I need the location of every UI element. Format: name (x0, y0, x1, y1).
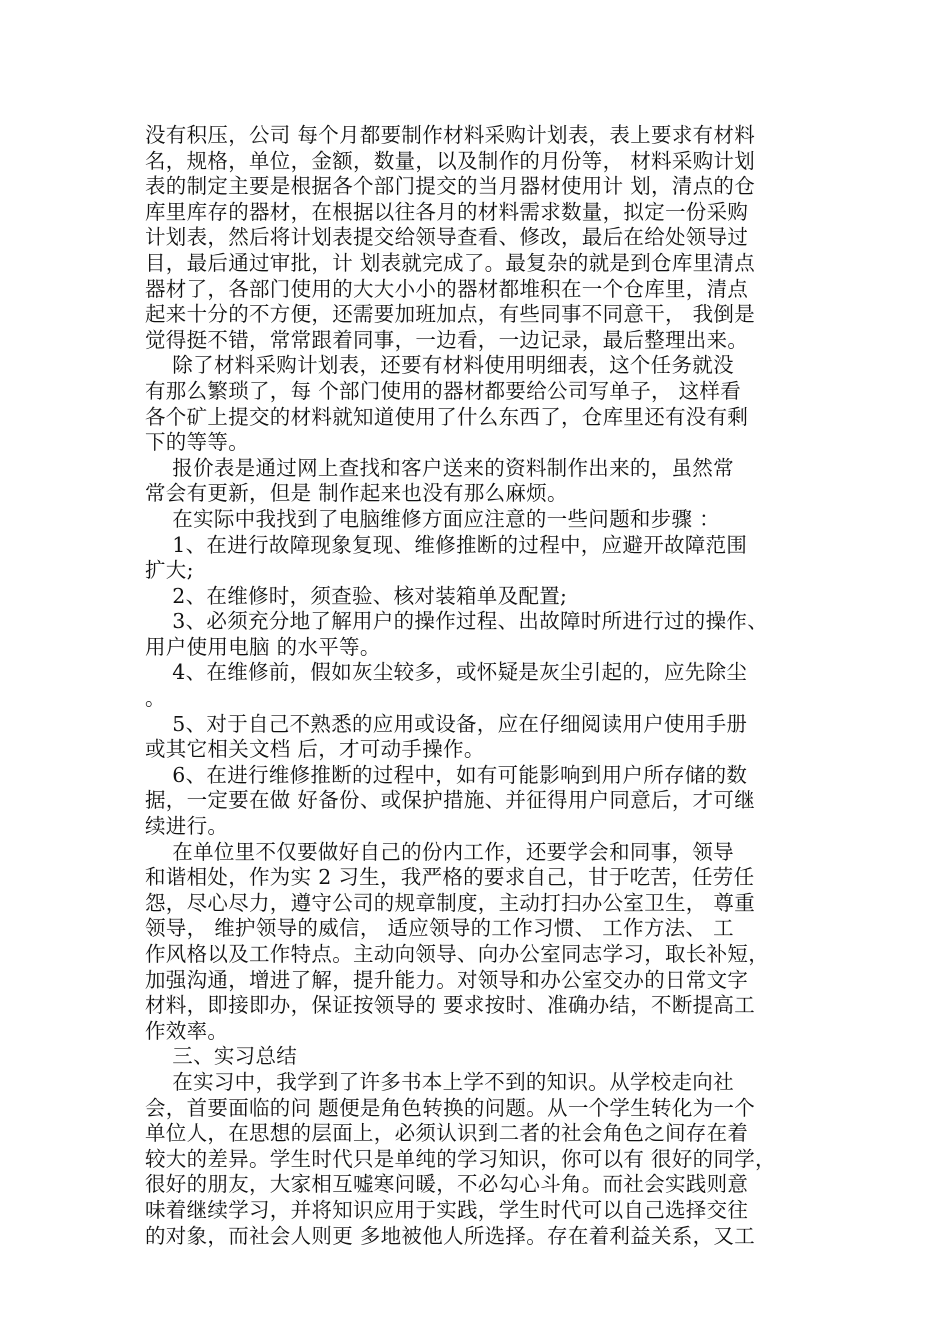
text-line: 常会有更新，但是 制作起来也没有那么麻烦。 (145, 481, 568, 506)
document-body (145, 123, 807, 1249)
text-line: 据，一定要在做 好备份、或保护措施、并征得用户同意后，才可继 (145, 788, 756, 813)
text-line: 有那么繁琐了，每 个部门使用的器材都要给公司写单子， 这样看 (145, 378, 742, 403)
text-line: 在实习中，我学到了许多书本上学不到的知识。从学校走向社 (145, 1069, 734, 1094)
text-line: 起来十分的不方便，还需要加班加点，有些同事不同意干， 我倒是 (145, 302, 756, 327)
text-line: 材料，即接即办，保证按领导的 要求按时、准确办结，不断提高工 (145, 993, 756, 1018)
text-line: 表的制定主要是根据各个部门提交的当月器材使用计 划，清点的仓 (145, 174, 756, 199)
text-line: 6、在进行维修推断的过程中，如有可能影响到用户所存储的数 (145, 762, 748, 787)
text-line: 的对象，而社会人则更 多地被他人所选择。存在着利益关系，又工 (145, 1223, 756, 1248)
text-line: 在实际中我找到了电脑维修方面应注意的一些问题和步骤 ： (145, 506, 720, 531)
text-line: 名，规格，单位，金额，数量，以及制作的月份等， 材料采购计划 (145, 148, 756, 173)
text-line: 或其它相关文档 后，才可动手操作。 (145, 737, 485, 762)
text-line: 。 (145, 686, 166, 711)
text-line: 没有积压，公司 每个月都要制作材料采购计划表，表上要求有材料 (145, 123, 756, 147)
text-line: 4、在维修前，假如灰尘较多，或怀疑是灰尘引起的，应先除尘 (145, 660, 748, 685)
text-line: 1、在进行故障现象复现、维修推断的过程中，应避开故障范围 (145, 532, 748, 557)
text-line: 3、必须充分地了解用户的操作过程、出故障时所进行过的操作、 (145, 609, 769, 634)
section-heading: 三、实习总结 (145, 1044, 298, 1069)
text-line: 味着继续学习，并将知识应用于实践，学生时代可以自己选择交往 (145, 1197, 749, 1222)
text-line: 在单位里不仅要做好自己的份内工作，还要学会和同事，领导 (145, 839, 734, 864)
text-line: 觉得挺不错，常常跟着同事，一边看，一边记录，最后整理出来。 (145, 327, 749, 352)
text-line: 作效率。 (145, 1018, 229, 1043)
text-line: 5、对于自己不熟悉的应用或设备，应在仔细阅读用户使用手册 (145, 711, 748, 736)
text-line: 目，最后通过审批，计 划表就完成了。最复杂的就是到仓库里清点 (145, 250, 756, 275)
text-line: 单位人，在思想的层面上，必须认识到二者的社会角色之间存在着 (145, 1121, 749, 1146)
text-line: 扩大; (145, 558, 194, 583)
text-line: 库里库存的器材，在根据以往各月的材料需求数量，拟定一份采购 (145, 199, 749, 224)
text-line: 除了材料采购计划表，还要有材料使用明细表，这个任务就没 (145, 353, 734, 378)
text-line: 报价表是通过网上查找和客户送来的资料制作出来的，虽然常 (145, 455, 734, 480)
text-line: 和谐相处，作为实 2 习生，我严格的要求自己，甘于吃苦，任劳任 (145, 865, 755, 890)
text-line: 用户使用电脑 的水平等。 (145, 634, 381, 659)
text-line: 各个矿上提交的材料就知道使用了什么东西了，仓库里还有没有剩 (145, 404, 749, 429)
text-line: 计划表，然后将计划表提交给领导查看、修改，最后在给处领导过 (145, 225, 749, 250)
text-line: 下的等等。 (145, 430, 249, 455)
text-line: 怨，尽心尽力，遵守公司的规章制度，主动打扫办公室卫生， 尊重 (145, 890, 756, 915)
text-line: 器材了，各部门使用的大大小小的器材都堆积在一个仓库里，清点 (145, 276, 749, 301)
text-line: 领导， 维护领导的威信， 适应领导的工作习惯、 工作方法、 工 (145, 916, 734, 941)
text-line: 续进行。 (145, 814, 229, 839)
text-line: 很好的朋友，大家相互嘘寒问暖，不必勾心斗角。而社会实践则意 (145, 1172, 749, 1197)
text-line: 2、在维修时，须查验、核对装箱单及配置; (145, 583, 568, 608)
text-line: 会，首要面临的问 题便是角色转换的问题。从一个学生转化为一个 (145, 1095, 756, 1120)
text-line: 作风格以及工作特点。主动向领导、向办公室同志学习，取长补短， (145, 942, 769, 966)
text-line: 加强沟通，增进了解，提升能力。对领导和办公室交办的日常文字 (145, 967, 749, 992)
text-line: 较大的差异。学生时代只是单纯的学习知识，你可以有 很好的同学， (145, 1146, 776, 1171)
